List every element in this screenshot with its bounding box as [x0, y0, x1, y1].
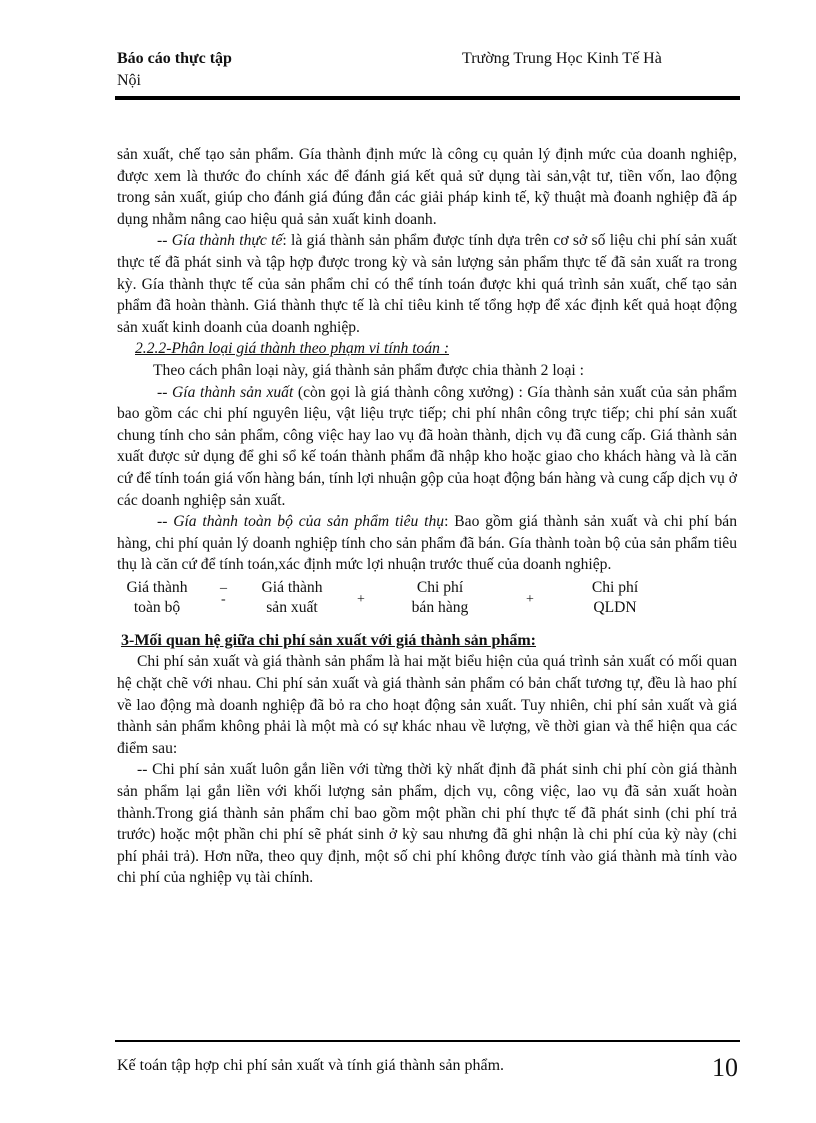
term-total-cost: Gía thành toàn bộ của sản phẩm tiêu thụ [173, 513, 445, 531]
header-rule [115, 96, 740, 100]
formula-term-line: Chi phí [591, 578, 639, 596]
paragraph-time-difference: -- Chi phí sản xuất luôn gắn liền với từng thời kỳ nhất định đã phát sinh chi phí còn giá thành sản phẩm lại gắn liền với khối lượng sản phẩm, dịch vụ, công việc, lao vụ đã sản xuất hoàn thành.Trong giá thành sản phẩm chỉ bao gồm một phần chi phí thực tế đã phát sinh (chi phí trả trước) hoặc một phần chi phí sẽ phát sinh ở kỳ sau nhưng đã ghi nhận là chi phí của kỳ này (chi phí phải trả). Hơn nữa, theo quy định, một số chi phí không được tính vào giá thành mà tính vào chi phí của nghiệp vụ tài chính. [117, 761, 737, 887]
section-heading-relationship: 3-Mối quan hệ giữa chi phí sản xuất với giá thành sản phẩm: [121, 631, 537, 649]
bullet-dash: -- [157, 232, 172, 250]
paragraph-relationship: Chi phí sản xuất và giá thành sản phẩm là hai mặt biểu hiện của quá trình sản xuất có mối quan hệ chặt chẽ với nhau. Chi phí sản xuất và giá thành sản phẩm có bản chất tương tự, đều là hao phí về lao động mà doanh nghiệp đã bỏ ra cho hoạt động sản xuất. Tuy nhiên, chi phí sản xuất và giá thành sản phẩm không phải là một mà có sự khác nhau về lượng, về thời gian và thể hiện qua các điểm sau: [117, 653, 737, 757]
term-production-cost: Gía thành sản xuất [172, 383, 294, 401]
formula-term-production-cost [247, 578, 337, 618]
formula-plus-sign: + [526, 591, 534, 607]
footer-title: Kế toán tập hợp chi phí sản xuất và tính giá thành sản phẩm. [117, 1057, 505, 1074]
header-school-name-continuation: Nội [117, 72, 141, 89]
paragraph-classification-intro: Theo cách phân loại này, giá thành sản phẩm được chia thành 2 loại : [153, 361, 584, 379]
definition-total-cost: : Bao gồm giá thành sản xuất và chi phí bán hàng, chi phí quản lý doanh nghiệp tính cho sản phẩm đã bán. Gía thành toàn bộ của sản phẩm tiêu thụ là căn cứ để tính toán,xác định mức lợi nhuận trước thuế của doanh nghiệp. [117, 513, 737, 574]
header-school-name: Trường Trung Học Kinh Tế Hà [462, 50, 662, 67]
paragraph-production-cost [117, 382, 737, 512]
footer-rule [115, 1040, 740, 1042]
formula-term-selling-cost [395, 578, 485, 618]
formula-term-admin-cost [575, 578, 655, 618]
bullet-dash: -- [157, 383, 173, 401]
term-actual-cost: Gía thành thực tế [171, 232, 283, 250]
paragraph-total-cost [117, 511, 737, 576]
subheading-classification-scope: 2.2.2-Phân loại giá thành theo phạm vi tính toán : [135, 340, 450, 358]
header-report-title: Báo cáo thực tập [117, 50, 232, 67]
formula-term-line: toàn bộ [133, 598, 181, 616]
formula-term-total-cost [117, 578, 197, 618]
bullet-dash: -- [157, 513, 174, 531]
cost-formula [117, 575, 737, 624]
formula-term-line: QLDN [593, 598, 637, 616]
paragraph-standard-cost: sản xuất, chế tạo sản phẩm. Gía thành định mức là công cụ quản lý định mức của doanh nghiệp, được xem là thước đo chính xác để đánh giá kết quả sử dụng tài sản,vật tư, tiền vốn, lao động trong sản xuất, giúp cho đánh giá đúng đắn các giải pháp kinh tế, kỹ thuật mà đoanh nghiệp đã áp dụng nhằm nâng cao hiệu quả sản xuất kinh doanh. [117, 146, 737, 228]
formula-equals-sign-lower: - [221, 591, 226, 607]
definition-actual-cost: : là giá thành sản phẩm được tính dựa trên cơ sở số liệu chi phí sản xuất thực tế đã phát sinh và tập hợp được trong kỳ và sản lượng sản phẩm thực tế đã sản xuất ra trong kỳ. Gía thành thực tế của sản phẩm chỉ có thể tính toán được khi quá trình sản xuất, chế tạo sản phẩm đã hoàn thành. Giá thành thực tế là chỉ tiêu kinh tế tổng hợp để xác định kết quả hoạt động sản xuất kinh doanh của doanh nghiệp. [117, 232, 737, 336]
formula-equals-sign: _ [220, 575, 227, 591]
paragraph-actual-cost [117, 230, 737, 338]
page-number: 10 [712, 1053, 738, 1082]
formula-plus-sign: + [357, 591, 365, 607]
formula-term-line: sản xuất [266, 598, 318, 616]
definition-production-cost: (còn gọi là giá thành công xưởng) : Gía thành sản xuất của sản phẩm bao gồm các chi phí nguyên liệu, vật liệu trực tiếp; chi phí nhân công trực tiếp; chi phí sản xuất chung tính cho sản phẩm, công việc hay lao vụ đã hoàn thành, dịch vụ đã cung cấp. Giá thành sản xuất được sử dụng để ghi sổ kế toán thành phẩm đã nhập kho hoặc giao cho khách hàng và là căn cứ để tính toán giá vốn hàng bán, tính lợi nhuận gộp của hoạt động bán hàng và cung cấp dịch vụ ở các doanh nghiệp sản xuất. [117, 383, 737, 509]
formula-term-line: Giá thành [126, 578, 188, 596]
formula-term-line: Giá thành [261, 578, 323, 596]
formula-term-line: Chi phí [416, 578, 464, 596]
formula-term-line: bán hàng [411, 598, 469, 616]
document-body [117, 144, 737, 889]
